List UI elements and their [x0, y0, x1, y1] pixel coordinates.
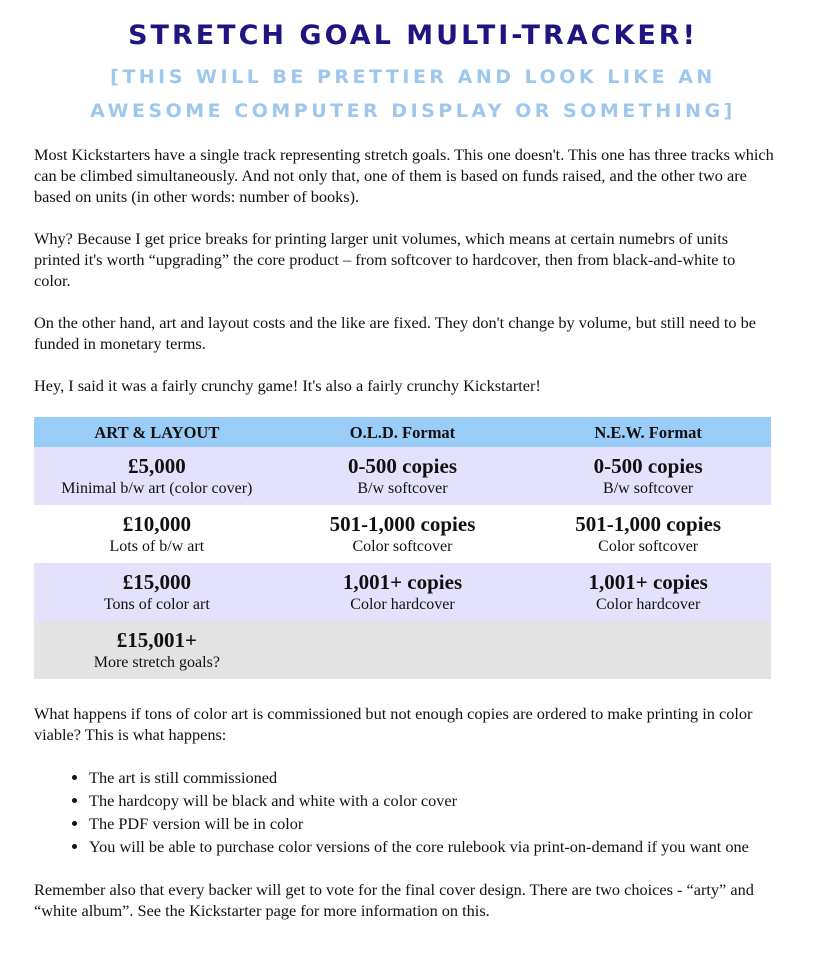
- table-cell: [34, 621, 280, 679]
- table-cell: [525, 505, 771, 563]
- goal-amount: £15,000: [122, 569, 191, 594]
- format-description: B/w softcover: [603, 479, 694, 497]
- copies-range: 1,001+ copies: [588, 569, 708, 594]
- closing-paragraph: Remember also that every backer will get to vote for the final cover design. There are two choices - “arty” and “white album”. See the Kickstarter page for more information on this.: [34, 880, 754, 920]
- goal-amount: £15,001+: [116, 627, 197, 652]
- table-cell: [525, 563, 771, 621]
- list-item: • The PDF version will be in color: [89, 812, 774, 835]
- format-description: Color hardcover: [595, 595, 701, 613]
- intro-paragraph: On the other hand, art and layout costs and the like are fixed. They don't change by volume, but still need to be funded in monetary terms.: [34, 313, 756, 353]
- table-cell: [525, 447, 771, 505]
- goal-description: Lots of b/w art: [109, 537, 205, 555]
- table-cell-empty: [525, 621, 771, 679]
- goal-amount: £10,000: [122, 511, 191, 536]
- copies-range: 0-500 copies: [593, 453, 703, 478]
- goal-description: Tons of color art: [103, 595, 210, 613]
- table-cell-empty: [280, 621, 526, 679]
- table-cell: [34, 447, 280, 505]
- stretch-goal-table: [34, 417, 771, 679]
- table-row: [34, 563, 771, 621]
- copies-range: 501-1,000 copies: [575, 511, 722, 536]
- intro-paragraph: Hey, I said it was a fairly crunchy game! It's also a fairly crunchy Kickstarter!: [34, 376, 541, 395]
- format-description: Color softcover: [352, 537, 453, 555]
- column-header-art-layout: ART & LAYOUT: [34, 417, 280, 447]
- list-item: • The art is still commissioned: [89, 766, 774, 789]
- table-row: [34, 505, 771, 563]
- bullet-list: [34, 766, 774, 858]
- table-row: [34, 447, 771, 505]
- format-description: Color softcover: [598, 537, 699, 555]
- goal-amount: £5,000: [127, 453, 186, 478]
- list-item: • The hardcopy will be black and white with a color cover: [89, 789, 774, 812]
- main-content: [34, 144, 774, 942]
- table-row: [34, 621, 771, 679]
- table-cell: [280, 447, 526, 505]
- intro-paragraph: Most Kickstarters have a single track representing stretch goals. This one doesn't. This one has three tracks which can be climbed simultaneously. And not only that, one of them is based on funds raised, and the other two are based on units (in other words: number of books).: [34, 145, 774, 206]
- intro-paragraph: Why? Because I get price breaks for printing larger unit volumes, which means at certain numebrs of units printed it's worth “upgrading” the core product – from softcover to hardcover, then from black-and-white to color.: [34, 229, 736, 290]
- table-cell: [280, 505, 526, 563]
- list-item: • You will be able to purchase color versions of the core rulebook via print-on-demand if you want one: [89, 835, 774, 858]
- table-cell: [34, 563, 280, 621]
- column-header-old-format: O.L.D. Format: [280, 417, 526, 447]
- table-header-row: [34, 417, 771, 447]
- copies-range: 501-1,000 copies: [329, 511, 476, 536]
- copies-range: 0-500 copies: [347, 453, 458, 478]
- table-cell: [34, 505, 280, 563]
- page-title: STRETCH GOAL MULTI-TRACKER!: [128, 20, 698, 51]
- goal-description: Minimal b/w art (color cover): [61, 479, 253, 497]
- table-cell: [280, 563, 526, 621]
- copies-range: 1,001+ copies: [342, 569, 463, 594]
- page-subtitle: [THIS WILL BE PRETTIER AND LOOK LIKE AN AWESOME COMPUTER DISPLAY OR SOMETHING]: [90, 66, 736, 122]
- column-header-new-format: N.E.W. Format: [525, 417, 771, 447]
- goal-description: More stretch goals?: [93, 653, 220, 671]
- format-description: Color hardcover: [350, 595, 455, 613]
- format-description: B/w softcover: [357, 479, 448, 497]
- question-paragraph: What happens if tons of color art is commissioned but not enough copies are ordered to make printing in color viable? This is what happens:: [34, 704, 753, 744]
